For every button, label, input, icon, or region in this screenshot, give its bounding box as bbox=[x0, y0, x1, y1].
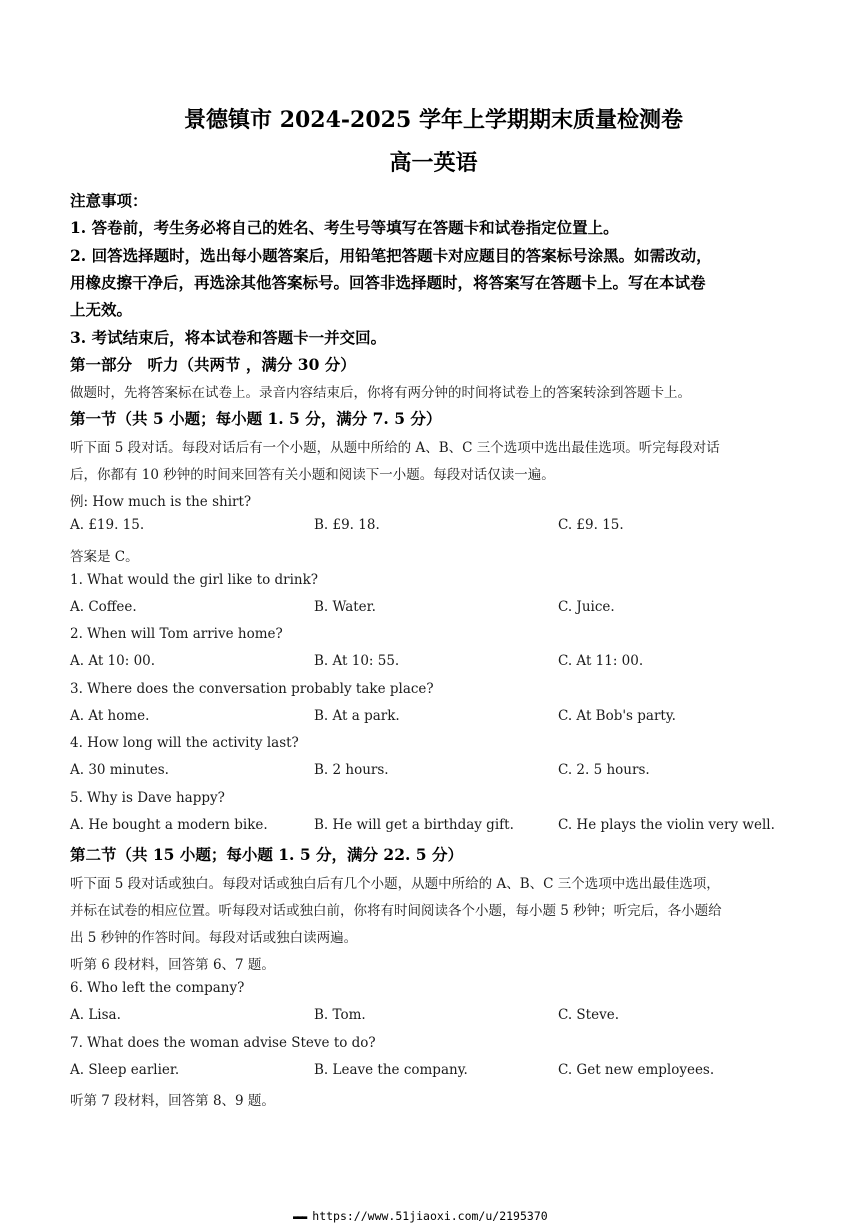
section1-instruction-1: 听下面 5 段对话。每段对话后有一个小题，从题中所给的 A、B、C 三个选项中选出最佳选项。听完每段对话 bbox=[70, 440, 720, 456]
question-4: 4. How long will the activity last? bbox=[70, 735, 299, 751]
notice-line-3: 用橡皮擦干净后，再选涂其他答案标号。回答非选择题时，将答案写在答题卡上。写在本试卷 bbox=[70, 273, 706, 292]
q3-option-c: C. At Bob's party. bbox=[558, 708, 676, 724]
notice-line-1: 1. 答卷前，考生务必将自己的姓名、考生号等填写在答题卡和试卷指定位置上。 bbox=[70, 218, 619, 237]
question-1: 1. What would the girl like to drink? bbox=[70, 572, 319, 588]
footer bbox=[293, 1209, 548, 1223]
section2-instruction-2: 并标在试卷的相应位置。听每段对话或独白前，你将有时间阅读各个小题，每小题 5 秒钟；听完后，各小题给 bbox=[70, 903, 722, 919]
material-6-note: 听第 6 段材料，回答第 6、7 题。 bbox=[70, 957, 275, 973]
example-question: 例: How much is the shirt? bbox=[70, 494, 252, 510]
section1-heading: 第一节（共 5 小题；每小题 1. 5 分，满分 7. 5 分） bbox=[70, 409, 442, 428]
exam-subject: 高一英语 bbox=[389, 150, 478, 176]
q1-option-a: A. Coffee. bbox=[70, 599, 137, 615]
part1-heading: 第一部分 听力（共两节 ，满分 30 分） bbox=[70, 355, 356, 374]
q5-option-a: A. He bought a modern bike. bbox=[70, 817, 268, 833]
q3-option-b: B. At a park. bbox=[314, 708, 400, 724]
q6-option-a: A. Lisa. bbox=[70, 1007, 121, 1023]
question-7: 7. What does the woman advise Steve to do? bbox=[70, 1035, 376, 1051]
question-5: 5. Why is Dave happy? bbox=[70, 790, 225, 806]
q1-option-b: B. Water. bbox=[314, 599, 376, 615]
q7-option-c: C. Get new employees. bbox=[558, 1062, 715, 1078]
example-answer: 答案是 C。 bbox=[70, 549, 139, 565]
example-option-b: B. £9. 18. bbox=[314, 517, 380, 533]
example-option-c: C. £9. 15. bbox=[558, 517, 624, 533]
notice-line-5: 3. 考试结束后，将本试卷和答题卡一并交回。 bbox=[70, 328, 387, 347]
q5-option-c: C. He plays the violin very well. bbox=[558, 817, 775, 833]
question-2: 2. When will Tom arrive home? bbox=[70, 626, 283, 642]
section2-instruction-3: 出 5 秒钟的作答时间。每段对话或独白读两遍。 bbox=[70, 930, 358, 946]
section2-instruction-1: 听下面 5 段对话或独白。每段对话或独白后有几个小题，从题中所给的 A、B、C 三个选项中选出最佳选项， bbox=[70, 876, 720, 892]
notice-line-4: 上无效。 bbox=[70, 300, 133, 319]
notice-line-2: 2. 回答选择题时，选出每小题答案后，用铅笔把答题卡对应题目的答案标号涂黑。如需改动， bbox=[70, 246, 712, 265]
q7-option-a: A. Sleep earlier. bbox=[70, 1062, 180, 1078]
section2-heading: 第二节（共 15 小题；每小题 1. 5 分，满分 22. 5 分） bbox=[70, 845, 463, 864]
q7-option-b: B. Leave the company. bbox=[314, 1062, 468, 1078]
notice-heading: 注意事项： bbox=[70, 191, 148, 210]
exam-title: 景德镇市 2024-2025 学年上学期期末质量检测卷 bbox=[184, 107, 683, 133]
footer-url-link[interactable]: https://www.51jiaoxi.com/u/2195370 bbox=[312, 1209, 548, 1223]
q4-option-c: C. 2. 5 hours. bbox=[558, 762, 650, 778]
q3-option-a: A. At home. bbox=[70, 708, 150, 724]
part1-instruction: 做题时，先将答案标在试卷上。录音内容结束后，你将有两分钟的时间将试卷上的答案转涂到答题卡上。 bbox=[70, 385, 691, 401]
q5-option-b: B. He will get a birthday gift. bbox=[314, 817, 514, 833]
footer-mark: ▬▬▬ bbox=[293, 1213, 307, 1223]
question-6: 6. Who left the company? bbox=[70, 980, 245, 996]
question-3: 3. Where does the conversation probably take place? bbox=[70, 681, 434, 697]
material-7-note: 听第 7 段材料，回答第 8、9 题。 bbox=[70, 1093, 275, 1109]
q4-option-b: B. 2 hours. bbox=[314, 762, 389, 778]
q4-option-a: A. 30 minutes. bbox=[70, 762, 169, 778]
section1-instruction-2: 后，你都有 10 秒钟的时间来回答有关小题和阅读下一小题。每段对话仅读一遍。 bbox=[70, 467, 555, 483]
q2-option-b: B. At 10: 55. bbox=[314, 653, 400, 669]
q2-option-c: C. At 11: 00. bbox=[558, 653, 644, 669]
q6-option-b: B. Tom. bbox=[314, 1007, 366, 1023]
q1-option-c: C. Juice. bbox=[558, 599, 615, 615]
q6-option-c: C. Steve. bbox=[558, 1007, 620, 1023]
q2-option-a: A. At 10: 00. bbox=[70, 653, 156, 669]
example-option-a: A. £19. 15. bbox=[70, 517, 145, 533]
